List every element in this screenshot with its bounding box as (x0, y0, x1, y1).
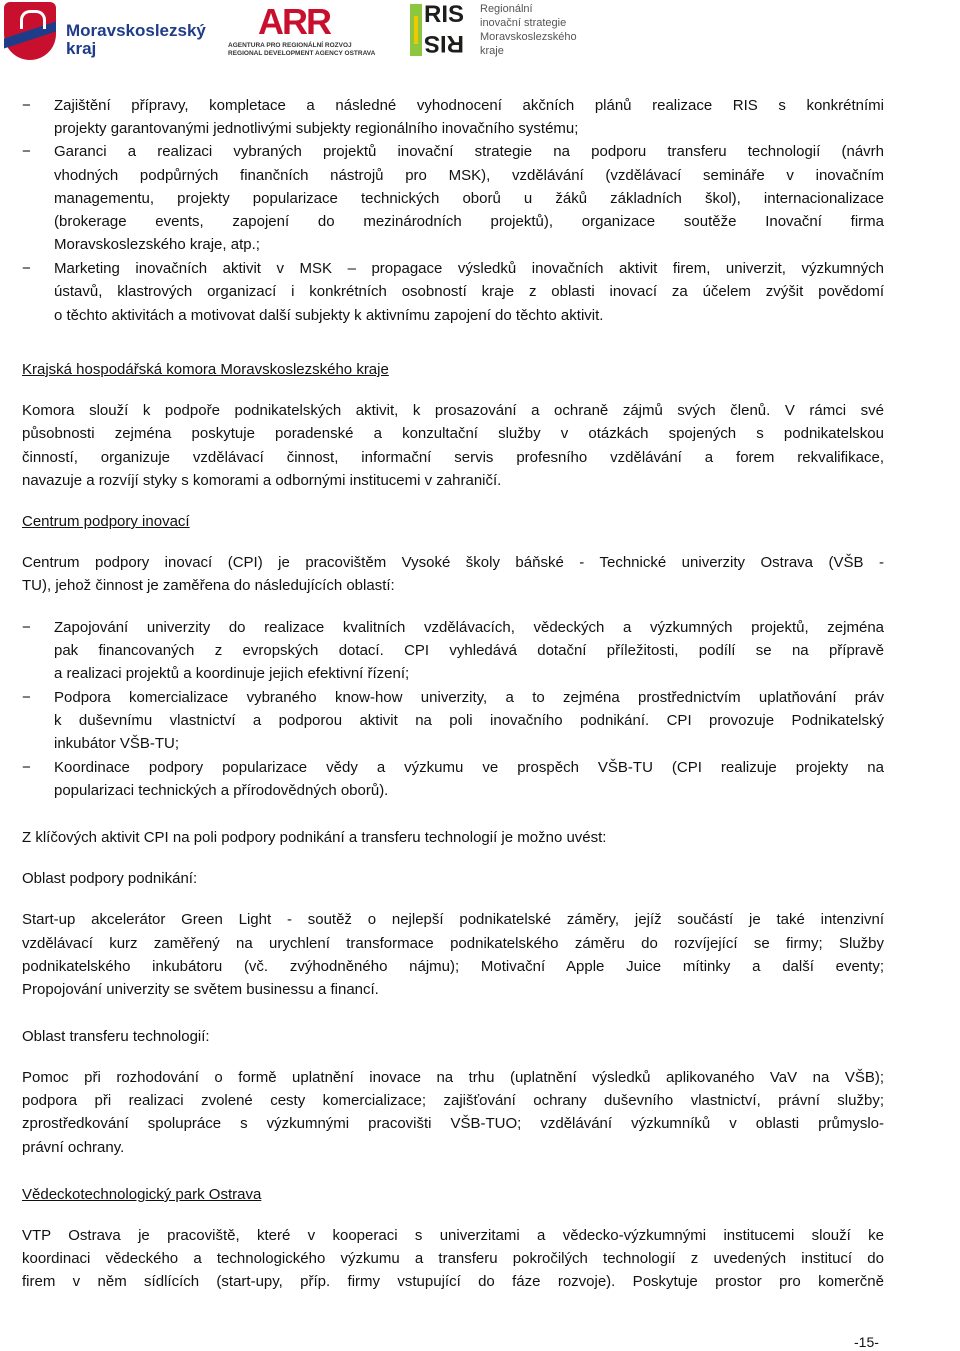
bullet-dash: − (22, 689, 31, 706)
para-khk-line1: Komora slouží k podpoře podnikatelských aktivit, k prosazování a ochraně zájmů svých členů. V rámci své (22, 402, 884, 419)
para-cpi-line2: TU), jehož činnost je zaměřena do následujících oblastí: (22, 577, 395, 594)
ris-yellow-bar (414, 16, 418, 44)
bullet-dash: − (22, 759, 31, 776)
heading-vtp: Vědeckotechnologický park Ostrava (22, 1186, 262, 1203)
list1-item2-line5: Moravskoslezského kraje, atp.; (54, 236, 260, 253)
list2-item2-line3: inkubátor VŠB-TU; (54, 735, 180, 752)
para-podnikani-line2: vzdělávací kurz zaměřený na urychlení transformace podnikatelského záměru do rozvíjející se firmy; Služby (22, 935, 884, 952)
list2-item1-line1: Zapojování univerzity do realizace kvalitních vzdělávacích, vědeckých a výzkumných projektů, zejména (54, 619, 884, 636)
heading-cpi: Centrum podpory inovací (22, 513, 190, 530)
para-vtp-line2: koordinaci vědeckého a technologického výzkumu a transferu pokročilých technologií z uvedených institucí do (22, 1250, 884, 1267)
page-number: -15- (854, 1334, 879, 1350)
ris-logo-text (480, 2, 577, 58)
para-khk-line2: působnosti zejména poskytuje poradenské a konzultační služby v otázkách spojených s podnikatelskou (22, 425, 884, 442)
list1-item2-line4: (brokerage events, zapojení do mezinárodních projektů), organizace soutěže Inovační firma (54, 213, 884, 230)
list1-item1-line1: Zajištění přípravy, kompletace a následné vyhodnocení akčních plánů realizace RIS s konkrétními (54, 97, 884, 114)
list1-item3-line2: ústavů, klastrových organizací i konkrétních osobností kraje z oblasti inovací za účelem zvýšit povědomí (54, 283, 884, 300)
label-podpora-podnikani: Oblast podpory podnikání: (22, 870, 198, 887)
heading-khk: Krajská hospodářská komora Moravskoslezského kraje (22, 361, 389, 378)
arr-mark: ARR (258, 1, 330, 42)
para-transfer-line3: zprostředkování spolupráce s výzkumnými pracovišti VŠB-TUO; vzdělávání výzkumníků v oblasti průmyslo- (22, 1115, 884, 1132)
ris-logo-line1: Regionální (480, 3, 533, 15)
ris-mark-block (410, 2, 464, 58)
list1-item3-line3: o těchto aktivitách a motivovat další subjekty k aktivnímu zapojení do těchto aktivit. (54, 307, 604, 324)
arr-subtitle (228, 42, 376, 58)
bullet-dash: − (22, 260, 31, 277)
list1-item2-line1: Garanci a realizaci vybraných projektů inovační strategie na podporu transferu technologií (návrh (54, 143, 884, 160)
list2-item3-line1: Koordinace podpory popularizace vědy a výzkumu ve prospěch VŠB-TU (CPI realizuje projekty na (54, 759, 884, 776)
arr-agency-logo (228, 1, 376, 66)
para-khk-line4: navazuje a rozvíjí styky s komorami a odbornými institucemi v zahraničí. (22, 472, 502, 489)
para-vtp-line3: firem v něm sídlících (start-upy, příp. firmy vstupující do fáze rozvoje). Poskytuje prostor pro komerčně (22, 1273, 884, 1290)
list2-item2-line1: Podpora komercializace vybraného know-how univerzity, a to zejména prostřednictvím uplatňování práv (54, 689, 884, 706)
msk-logo-line2: kraj (66, 39, 97, 58)
para-transfer-line4: právní ochrany. (22, 1139, 125, 1156)
list2-item3-line2: popularizaci technických a přírodovědných oborů). (54, 782, 389, 799)
msk-logo-text (66, 22, 206, 58)
para-khk-line3: činností, organizuje vzdělávací činnost, informační servis profesního vzdělávání a forem rekvalifikace, (22, 449, 884, 466)
ris-strategy-logo (410, 0, 580, 64)
crest-mark (20, 10, 46, 29)
bullet-dash: − (22, 143, 31, 160)
bullet-dash: − (22, 619, 31, 636)
list1-item3-line1: Marketing inovačních aktivit v MSK – propagace výsledků inovačních aktivit firem, univerzit, výzkumných (54, 260, 884, 277)
para-key-activities: Z klíčových aktivit CPI na poli podpory podnikání a transferu technologií je možno uvést: (22, 829, 607, 846)
para-vtp-line1: VTP Ostrava je pracoviště, které v kooperaci s univerzitami a vědecko-výzkumnými institucemi slouží ke (22, 1227, 884, 1244)
ris-mark-top: RIS (424, 1, 465, 28)
msk-logo-line1: Moravskoslezský (66, 21, 206, 40)
list2-item1-line3: a realizaci projektů a koordinuje jejich efektivní řízení; (54, 665, 410, 682)
label-transfer-technologii: Oblast transferu technologií: (22, 1028, 210, 1045)
bullet-dash: − (22, 97, 31, 114)
page-header (0, 0, 960, 70)
arr-subtitle-line1: AGENTURA PRO REGIONÁLNÍ ROZVOJ (228, 42, 352, 49)
moravskoslezsky-kraj-logo (2, 2, 206, 62)
list1-item2-line2: vhodných podpůrných finančních nástrojů pro MSK), vzdělávání (vzdělávací semináře v inovačním (54, 167, 884, 184)
para-cpi-line1: Centrum podpory inovací (CPI) je pracovištěm Vysoké školy báňské - Technické univerzity Ostrava (VŠB - (22, 554, 884, 571)
list1-item2-line3: managementu, projekty popularizace technických oborů u žáků základních škol), internacionalizace (54, 190, 884, 207)
para-transfer-line2: podpora při realizaci zvolené cesty komercializace; zajišťování ochrany duševního vlastnictví, právní služby; (22, 1092, 884, 1109)
ris-mark-bottom: RIS (424, 30, 465, 57)
para-podnikani-line3: podnikatelského inkubátoru (vč. zvýhodněného nájmu); Motivační Apple Juice mítinky a další eventy; (22, 958, 884, 975)
list2-item1-line2: pak financovaných z evropských dotací. CPI vyhledává dotační příležitosti, podílí se na přípravě (54, 642, 884, 659)
ris-logo-line4: kraje (480, 45, 504, 57)
para-transfer-line1: Pomoc při rozhodování o formě uplatnění inovace na trhu (uplatnění výsledků aplikovaného VaV na VŠB); (22, 1069, 884, 1086)
arr-subtitle-line2: REGIONAL DEVELOPMENT AGENCY OSTRAVA (228, 50, 376, 57)
list2-item2-line2: k duševnímu vlastnictví a podporou aktivit na poli inovačního podnikání. CPI provozuje Podnikatelský (54, 712, 884, 729)
para-podnikani-line1: Start-up akcelerátor Green Light - soutěž o nejlepší podnikatelské záměry, jejíž součástí je také intenzivní (22, 911, 884, 928)
list1-item1-line2: projekty garantovanými jednotlivými subjekty regionálního inovačního systému; (54, 120, 579, 137)
para-podnikani-line4: Propojování univerzity se světem businessu a financí. (22, 981, 379, 998)
ris-logo-line3: Moravskoslezského (480, 31, 577, 43)
ris-logo-line2: inovační strategie (480, 17, 567, 29)
